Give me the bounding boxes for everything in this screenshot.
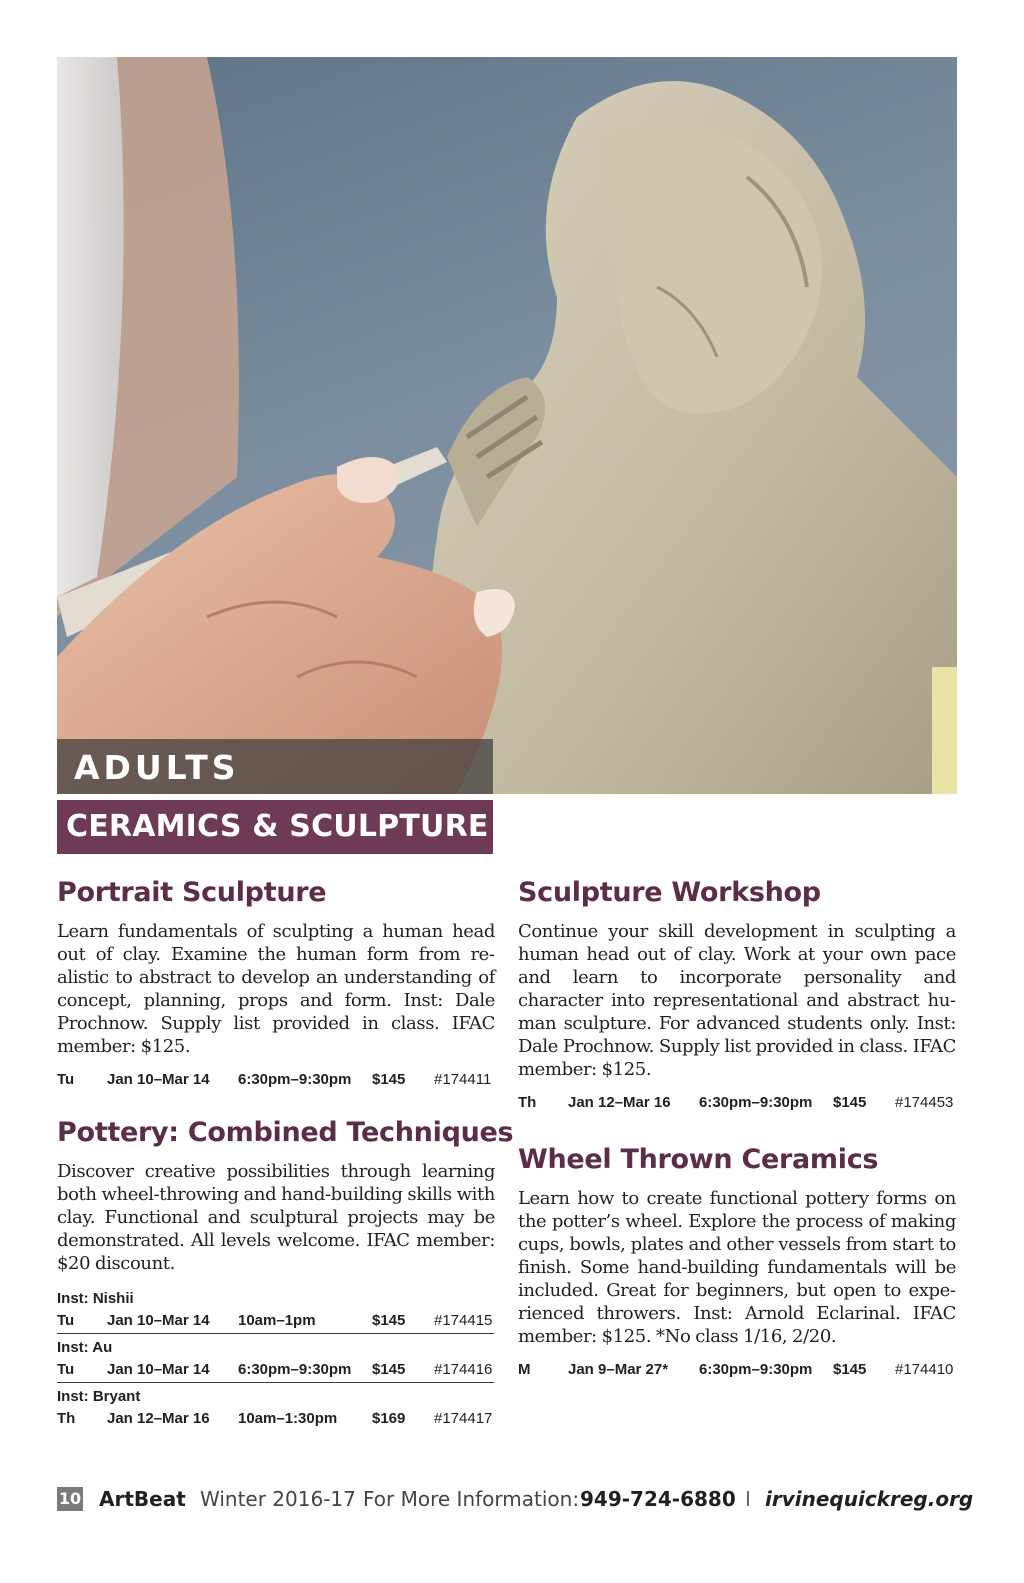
schedule-row xyxy=(57,1068,495,1092)
course-portrait-sculpture xyxy=(57,874,495,1092)
instructor-name: Inst: Bryant xyxy=(57,1388,141,1405)
course-code: #174416 xyxy=(434,1361,493,1378)
schedule-time: 6:30pm–9:30pm xyxy=(238,1361,352,1378)
website-url: irvinequickreg.org xyxy=(765,1487,974,1511)
schedule-fee: $145 xyxy=(833,1361,867,1378)
schedule-dates: Jan 10–Mar 14 xyxy=(107,1312,210,1329)
schedule-day: M xyxy=(518,1361,531,1378)
hero-photo xyxy=(57,57,957,794)
schedule-fee: $145 xyxy=(833,1094,867,1111)
course-sculpture-workshop xyxy=(518,874,956,1115)
course-title: Portrait Sculpture xyxy=(57,877,327,908)
schedule-time: 10am–1pm xyxy=(238,1312,316,1329)
course-code: #174410 xyxy=(895,1361,954,1378)
clay-sculpture-illustration xyxy=(57,57,957,794)
schedule-row xyxy=(57,1407,495,1431)
course-title: Wheel Thrown Ceramics xyxy=(518,1144,879,1175)
row-divider xyxy=(57,1333,494,1334)
course-code: #174411 xyxy=(434,1071,492,1088)
page-number: 10 xyxy=(57,1487,83,1511)
course-pottery-combined-techniques xyxy=(57,1114,514,1431)
course-description: Discover creative possibilities through learning both wheel-throwing and hand-building skills with clay. Functional and sculptural projects may be demonstrated. All levels welcome. IFAC member: $20 discount. xyxy=(57,1161,495,1274)
schedule-day: Th xyxy=(518,1094,537,1111)
schedule-row xyxy=(518,1358,956,1382)
section-label: ADULTS xyxy=(74,748,240,787)
schedule-fee: $169 xyxy=(372,1410,406,1427)
schedule-fee: $145 xyxy=(372,1361,406,1378)
schedule-dates: Jan 12–Mar 16 xyxy=(107,1410,210,1427)
schedule-time: 6:30pm–9:30pm xyxy=(699,1361,813,1378)
row-divider xyxy=(57,1382,494,1383)
schedule-dates: Jan 12–Mar 16 xyxy=(568,1094,671,1111)
schedule-time: 6:30pm–9:30pm xyxy=(699,1094,813,1111)
course-title: Sculpture Workshop xyxy=(518,877,821,908)
page-footer xyxy=(57,1485,974,1513)
footer-separator: I xyxy=(745,1487,751,1511)
course-code: #174417 xyxy=(434,1410,493,1427)
schedule-time: 10am–1:30pm xyxy=(238,1410,338,1427)
schedule-row xyxy=(57,1358,495,1382)
schedule-day: Tu xyxy=(57,1361,75,1378)
course-code: #174415 xyxy=(434,1312,493,1329)
schedule-fee: $145 xyxy=(372,1312,406,1329)
info-label: For More Information: xyxy=(363,1487,580,1511)
course-description: Learn how to create functional pottery forms on the potter’s wheel. Explore the process of making cups, bowls, plates and other vessels from start to finish. Some hand-building fundamentals will be included. Great for beginners, but open to experienced throwers. Inst: Arnold Eclarinal. IFAC member: $125. *No class 1/16, 2/20. xyxy=(518,1188,956,1347)
schedule-dates: Jan 9–Mar 27* xyxy=(568,1361,669,1378)
schedule-fee: $145 xyxy=(372,1071,406,1088)
schedule-dates: Jan 10–Mar 14 xyxy=(107,1361,210,1378)
course-description: Continue your skill development in sculpting a human head out of clay. Work at your own pace and learn to incorporate personality and character into representational and abstract human sculpture. For advanced students only. Inst: Dale Prochnow. Supply list provided in class. IFAC member: $125. xyxy=(518,921,956,1080)
schedule-row xyxy=(518,1091,956,1115)
category-title: CERAMICS & SCULPTURE xyxy=(57,800,493,854)
schedule-day: Th xyxy=(57,1410,76,1427)
instructor-name: Inst: Au xyxy=(57,1339,113,1356)
right-column xyxy=(518,874,956,1398)
schedule-row xyxy=(57,1309,495,1333)
phone-number: 949-724-6880 xyxy=(580,1487,736,1511)
course-description: Learn fundamentals of sculpting a human head out of clay. Examine the human form from realistic to abstract to develop an understanding of concept, planning, props and form. Inst: Dale Prochnow. Supply list provided in class. IFAC member: $125. xyxy=(57,921,495,1057)
schedule-day: Tu xyxy=(57,1312,75,1329)
schedule-time: 6:30pm–9:30pm xyxy=(238,1071,352,1088)
publication-name: ArtBeat xyxy=(99,1487,186,1511)
left-column xyxy=(57,874,514,1447)
schedule-day: Tu xyxy=(57,1071,75,1088)
course-code: #174453 xyxy=(895,1094,954,1111)
publication-season: Winter 2016-17 xyxy=(200,1487,356,1511)
course-wheel-thrown-ceramics xyxy=(518,1141,956,1382)
course-title: Pottery: Combined Techniques xyxy=(57,1117,514,1148)
schedule-dates: Jan 10–Mar 14 xyxy=(107,1071,210,1088)
instructor-name: Inst: Nishii xyxy=(57,1290,134,1307)
